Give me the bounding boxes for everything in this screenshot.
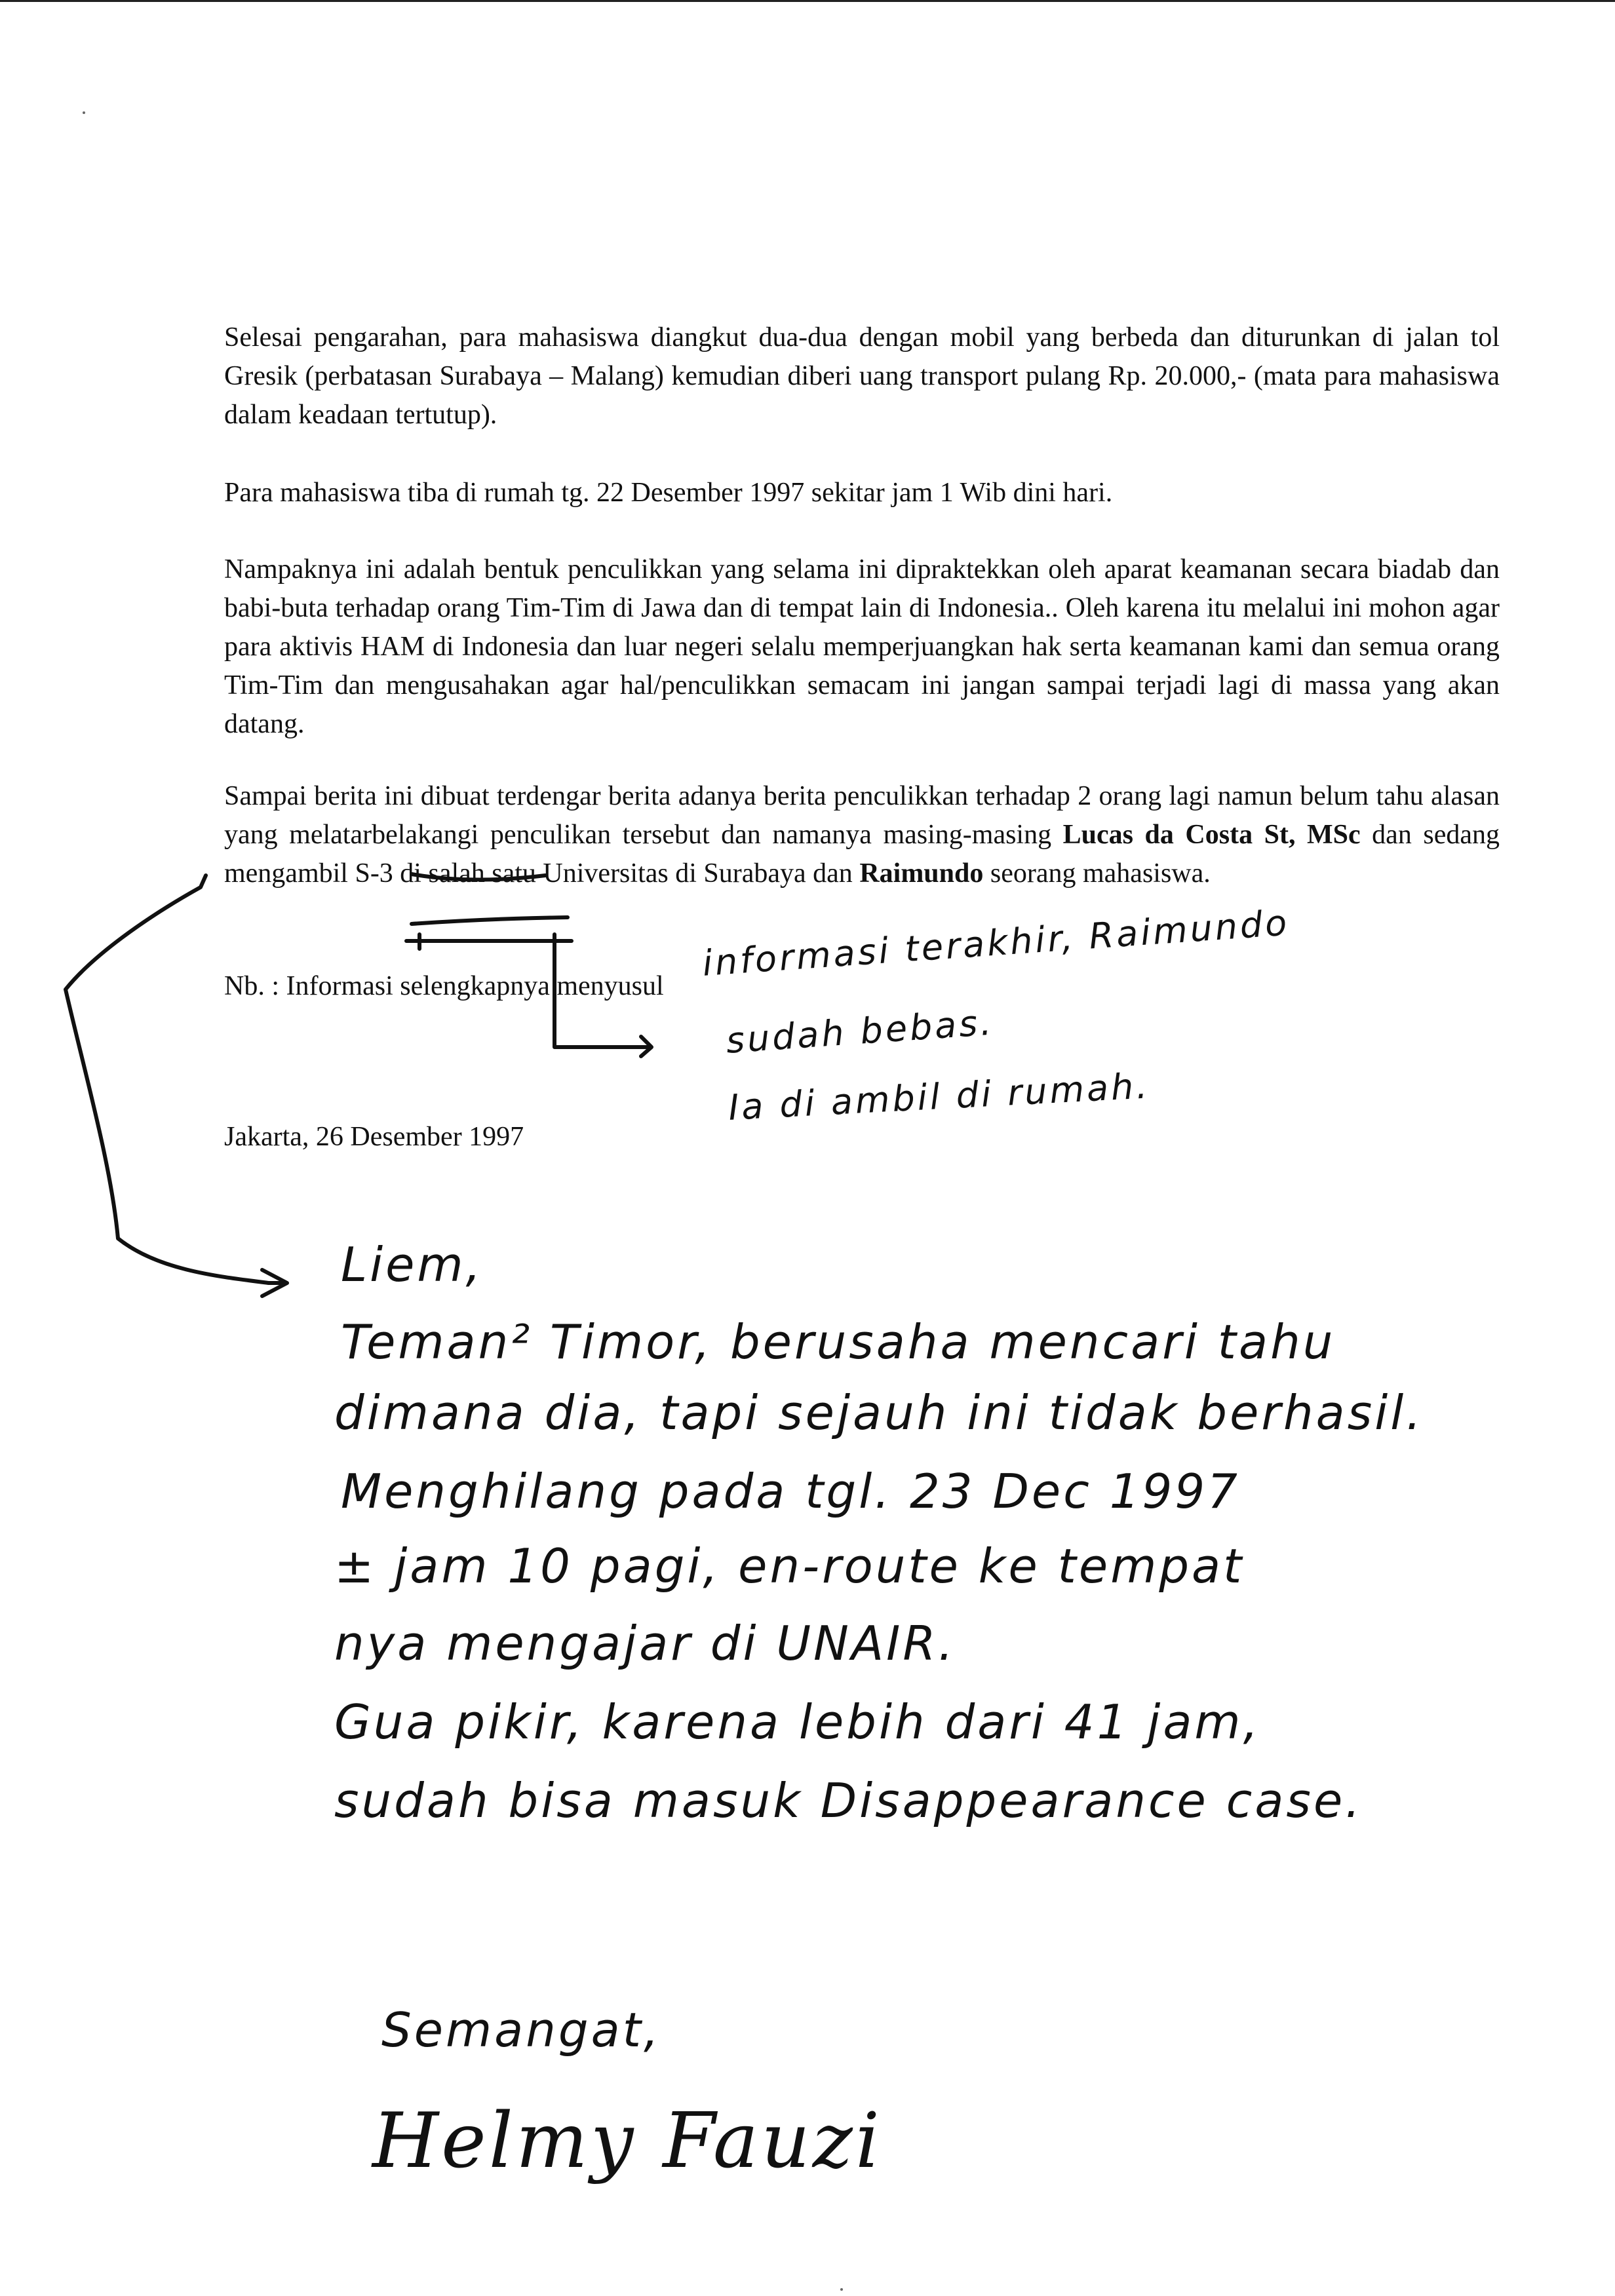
bracket-line xyxy=(406,934,572,949)
paragraph-kidnapping-statement: Nampaknya ini adalah bentuk penculikkan yang selama ini dipraktekkan oleh aparat keamanan secara biadab dan babi-buta terhadap orang Tim-Tim di Jawa dan di tempat lain di Indonesia.. Oleh karena itu melalui ini mohon agar para aktivis HAM di Indonesia dan luar negeri selalu memperjuangkan hak serta keamanan kami dan semua orang Tim-Tim dan mengusahakan agar hal/penculikkan semacam ini jangan sampai terjadi lagi di massa yang akan datang. xyxy=(224,554,1500,739)
place-and-date: Jakarta, 26 Desember 1997 xyxy=(224,1122,524,1152)
handwritten-update-line: Ia di ambil di rumah. xyxy=(727,1065,1151,1128)
underline-raimundo xyxy=(412,917,568,924)
handwritten-note-line: Menghilang pada tgl. 23 Dec 1997 xyxy=(341,1464,1240,1519)
scan-top-edge xyxy=(0,0,1615,2)
paragraph-further-kidnappings xyxy=(224,777,1500,893)
handwritten-note-line: Gua pikir, karena lebih dari 41 jam, xyxy=(334,1694,1261,1750)
bracket-arrow xyxy=(66,875,287,1296)
signature: Helmy Fauzi xyxy=(372,2097,883,2185)
paragraph-text: Sampai berita ini dibuat terdengar berita adanya berita penculikkan terhadap 2 orang lagi namun belum tahu alasan yang melatarbelakangi penculikan tersebut dan namanya masing-masing xyxy=(224,781,1500,850)
paragraph-release: Selesai pengarahan, para mahasiswa diangkut dua-dua dengan mobil yang berbeda dan diturunkan di jalan tol Gresik (perbatasan Surabaya – Malang) kemudian diberi uang transport pulang Rp. 20.000,- (mata para mahasiswa dalam keadaan tertutup). xyxy=(224,322,1500,430)
handwritten-note-line: nya mengajar di UNAIR. xyxy=(334,1616,956,1671)
handwritten-note-line: Teman² Timor, berusaha mencari tahu xyxy=(341,1314,1336,1369)
paragraph-text: dan sedang mengambil S-3 di salah satu Universitas di Surabaya dan xyxy=(224,820,1500,889)
name-lucas-da-costa: Lucas da Costa St, MSc xyxy=(1062,820,1361,850)
handwritten-note-line: ± jam 10 pagi, en-route ke tempat xyxy=(334,1539,1245,1594)
handwritten-update-line: sudah bebas. xyxy=(724,1001,996,1062)
handwritten-note-greeting: Liem, xyxy=(341,1237,484,1292)
handwritten-closing: Semangat, xyxy=(381,2002,661,2057)
scan-speck xyxy=(840,2288,843,2291)
nb-note: Nb. : Informasi selengkapnya menyusul xyxy=(224,971,664,1001)
paragraph-arrival: Para mahasiswa tiba di rumah tg. 22 Desember 1997 sekitar jam 1 Wib dini hari. xyxy=(224,478,1113,508)
name-raimundo: Raimundo xyxy=(859,858,984,889)
handwritten-update-line: informasi terakhir, Raimundo xyxy=(701,902,1291,984)
handwritten-note-line: dimana dia, tapi sejauh ini tidak berhasil. xyxy=(334,1385,1424,1440)
paragraph-text: seorang mahasiswa. xyxy=(983,858,1211,889)
scan-speck xyxy=(83,111,85,114)
handwritten-note-line: sudah bisa masuk Disappearance case. xyxy=(334,1773,1363,1828)
